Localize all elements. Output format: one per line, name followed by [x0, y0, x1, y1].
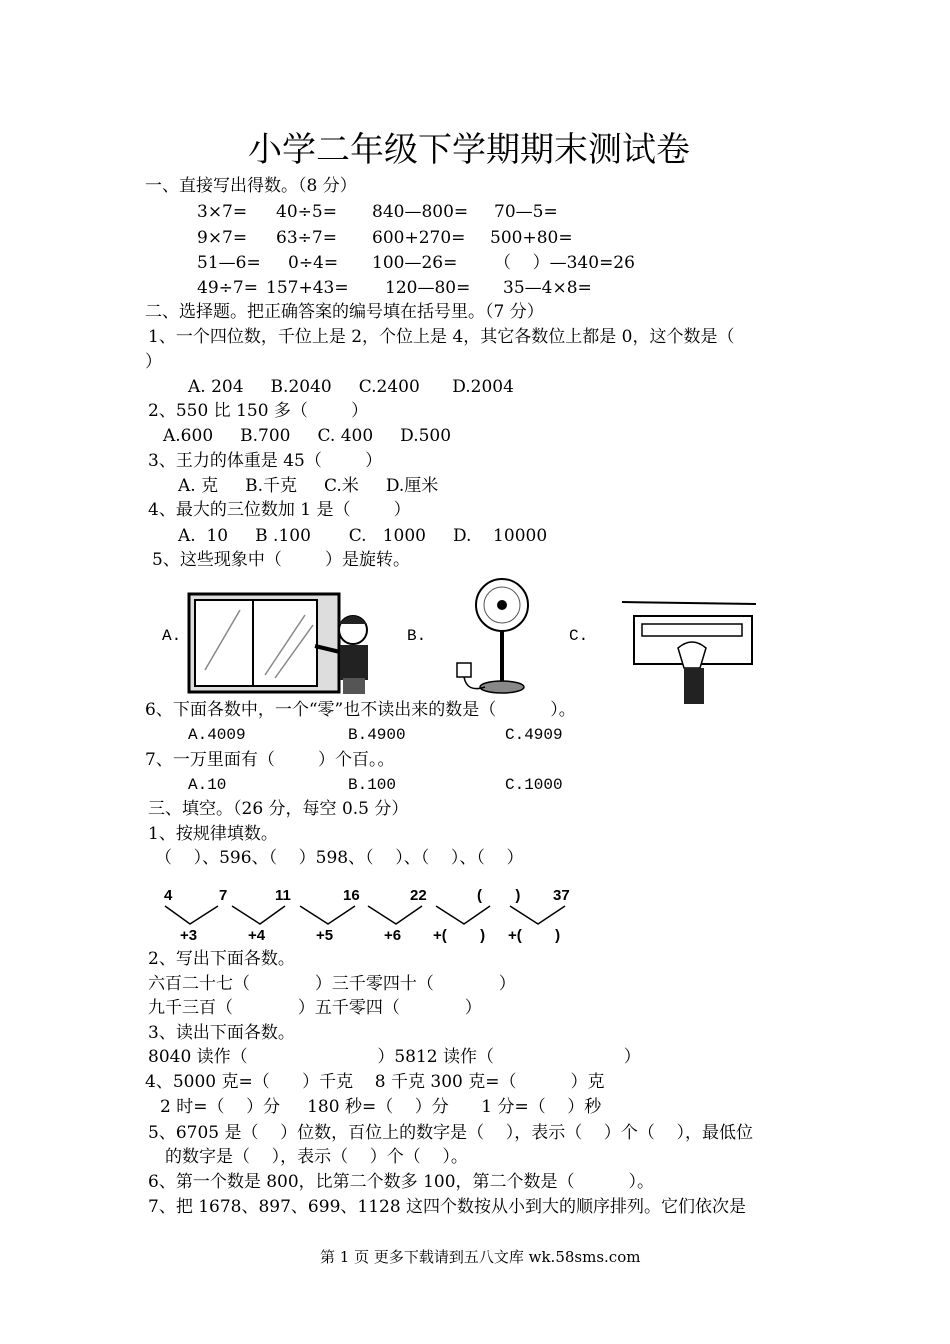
question-text: 2、写出下面各数。 — [148, 949, 295, 969]
pattern-op: +( ) — [508, 927, 561, 944]
arith-cell: 600+270= — [372, 228, 466, 248]
pattern-number: ( ) — [477, 887, 521, 904]
pattern-op: +5 — [316, 927, 334, 944]
question-text: 六百二十七（ ）三千零四十（ ） — [148, 974, 516, 994]
question-text: 8040 读作（ ）5812 读作（ ） — [148, 1047, 641, 1067]
answer-option: C.4909 — [505, 726, 563, 744]
pattern-number: 22 — [410, 887, 427, 904]
arith-cell: （ ）—340=26 — [494, 253, 635, 273]
drawer-illustration — [620, 598, 760, 706]
answer-options: A. 克 B.千克 C.米 D.厘米 — [178, 476, 439, 496]
pattern-op: +6 — [384, 927, 402, 944]
sequence-line: （ ）、596、（ ）598、（ ）、（ ）、（ ） — [155, 848, 524, 868]
answer-option: B.4900 — [348, 726, 406, 744]
arith-cell: 9×7= — [197, 228, 248, 248]
answer-options: A. 10 B .100 C. 1000 D. 10000 — [178, 526, 548, 546]
option-label: B. — [407, 627, 427, 645]
answer-option: A.4009 — [188, 726, 246, 744]
answer-option: A.10 — [188, 776, 227, 794]
question-text: 4、最大的三位数加 1 是（ ） — [148, 500, 411, 520]
arith-cell: 70—5= — [494, 202, 558, 222]
question-text: 5、6705 是（ ）位数，百位上的数字是（ ），表示（ ）个（ ），最低位 — [148, 1123, 753, 1143]
pattern-number: 37 — [553, 887, 570, 904]
page-title: 小学二年级下学期期末测试卷 — [248, 130, 690, 170]
question-text: 6、第一个数是 800，比第二个数多 100，第二个数是（ ）。 — [148, 1172, 655, 1192]
question-text: 3、读出下面各数。 — [148, 1023, 295, 1043]
arith-cell: 63÷7= — [276, 228, 337, 248]
arith-cell: 0÷4= — [288, 253, 339, 273]
answer-option: C.1000 — [505, 776, 563, 794]
option-label: A. — [162, 627, 182, 645]
fan-illustration — [445, 575, 545, 703]
question-text: 2 时=（ ）分 180 秒=（ ）分 1 分=（ ）秒 — [160, 1097, 602, 1117]
arith-cell: 3×7= — [197, 202, 248, 222]
pattern-number: 11 — [275, 887, 291, 904]
question-text: 5、这些现象中（ ）是旋转。 — [152, 550, 411, 570]
question-text: 1、一个四位数，千位上是 2，个位上是 4，其它各数位上都是 0，这个数是（ — [148, 327, 735, 347]
section-1-heading: 一、直接写出得数。（8 分） — [145, 176, 357, 196]
pattern-number: 16 — [343, 887, 360, 904]
arith-cell: 49÷7= — [197, 278, 258, 298]
question-text: 九千三百（ ）五千零四（ ） — [148, 998, 482, 1018]
question-text: ） — [145, 352, 162, 372]
arith-cell: 840—800= — [372, 202, 469, 222]
arith-cell: 40÷5= — [276, 202, 337, 222]
arith-cell: 120—80= — [385, 278, 471, 298]
pattern-number: 7 — [219, 887, 228, 904]
page-footer: 第 1 页 更多下载请到五八文库 wk.58sms.com — [320, 1248, 641, 1266]
question-text: 6、下面各数中，一个“零”也不读出来的数是（ ）。 — [145, 700, 576, 720]
pattern-op: +3 — [180, 927, 198, 944]
question-text: 4、5000 克=（ ）千克 8 千克 300 克=（ ）克 — [145, 1072, 605, 1092]
question-text: 7、把 1678、897、699、1128 这四个数按从小到大的顺序排列。它们依次是 — [148, 1197, 747, 1217]
answer-options: A.600 B.700 C. 400 D.500 — [163, 426, 452, 446]
answer-option: B.100 — [348, 776, 397, 794]
arith-cell: 51—6= — [197, 253, 261, 273]
section-3-heading: 三、填空。（26 分，每空 0.5 分） — [148, 799, 409, 819]
pattern-op: +4 — [248, 927, 266, 944]
question-text: 2、550 比 150 多（ ） — [148, 401, 369, 421]
arith-cell: 100—26= — [372, 253, 458, 273]
window-illustration — [185, 590, 380, 698]
section-2-heading: 二、选择题。把正确答案的编号填在括号里。（7 分） — [145, 302, 544, 322]
arith-cell: 35—4×8= — [503, 278, 592, 298]
question-text: 7、一万里面有（ ）个百。。 — [145, 750, 395, 770]
pattern-op: +( ) — [433, 927, 486, 944]
question-text: 的数字是（ ），表示（ ）个（ ）。 — [165, 1147, 468, 1167]
option-label: C. — [569, 627, 589, 645]
pattern-number: 4 — [164, 887, 173, 904]
arith-cell: 157+43= — [266, 278, 349, 298]
question-text: 1、按规律填数。 — [148, 824, 278, 844]
question-text: 3、王力的体重是 45（ ） — [148, 451, 383, 471]
arith-cell: 500+80= — [490, 228, 573, 248]
answer-options: A. 204 B.2040 C.2400 D.2004 — [188, 377, 514, 397]
